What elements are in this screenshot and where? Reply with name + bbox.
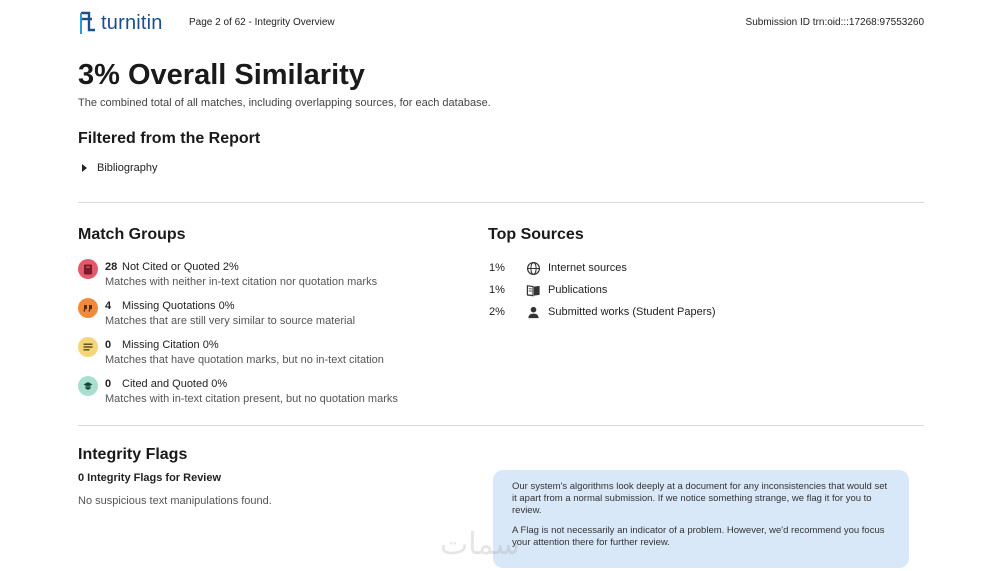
match-groups-title: Match Groups bbox=[78, 226, 186, 243]
logo-text: turnitin bbox=[101, 11, 163, 34]
match-label: Missing Citation 0% bbox=[122, 339, 219, 351]
globe-icon bbox=[526, 261, 541, 276]
top-source-internet bbox=[489, 261, 909, 277]
overall-similarity-title: 3% Overall Similarity bbox=[78, 59, 365, 91]
divider bbox=[78, 202, 924, 203]
filtered-title: Filtered from the Report bbox=[78, 130, 261, 147]
filtered-item-label: Bibliography bbox=[97, 162, 158, 174]
match-label: Missing Quotations 0% bbox=[122, 300, 235, 312]
flag-icon bbox=[78, 259, 98, 279]
source-percent: 1% bbox=[489, 284, 505, 296]
integrity-flags-none: No suspicious text manipulations found. bbox=[78, 495, 272, 507]
info-paragraph-2: A Flag is not necessarily an indicator of a problem. However, we'd recommend you focus your attention there for further review. bbox=[512, 525, 885, 548]
filtered-item-bibliography bbox=[82, 162, 158, 174]
integrity-flags-title: Integrity Flags bbox=[78, 446, 188, 463]
match-desc: Matches with in-text citation present, but no quotation marks bbox=[105, 393, 398, 405]
match-count: 0 bbox=[105, 378, 112, 390]
source-label: Publications bbox=[548, 284, 608, 296]
integrity-flags-count: 0 Integrity Flags for Review bbox=[78, 472, 222, 484]
match-group-missing-citation bbox=[78, 337, 478, 371]
turnitin-logo bbox=[78, 10, 163, 36]
match-desc: Matches with neither in-text citation nor quotation marks bbox=[105, 276, 378, 288]
top-sources-title: Top Sources bbox=[488, 226, 584, 243]
match-group-not-cited bbox=[78, 259, 478, 293]
source-label: Submitted works (Student Papers) bbox=[548, 306, 716, 318]
source-percent: 2% bbox=[489, 306, 505, 318]
submission-id: Submission ID trn:oid:::17268:97553260 bbox=[745, 17, 924, 28]
lines-icon bbox=[78, 337, 98, 357]
header bbox=[78, 8, 924, 38]
match-count: 0 bbox=[105, 339, 112, 351]
info-paragraph-1: Our system's algorithms look deeply at a document for any inconsistencies that would set it apart from a normal submission. If we notice something strange, we flag it for you to review. bbox=[512, 481, 888, 516]
match-label: Cited and Quoted 0% bbox=[122, 378, 228, 390]
source-percent: 1% bbox=[489, 262, 505, 274]
caret-right-icon bbox=[82, 164, 87, 172]
match-desc: Matches that have quotation marks, but no in-text citation bbox=[105, 354, 384, 366]
quote-icon bbox=[78, 298, 98, 318]
match-group-missing-quotations bbox=[78, 298, 478, 332]
book-icon bbox=[526, 283, 541, 298]
match-label: Not Cited or Quoted 2% bbox=[122, 261, 239, 273]
watermark: سمات bbox=[440, 527, 520, 562]
overall-similarity-subtitle: The combined total of all matches, including overlapping sources, for each database. bbox=[78, 97, 491, 109]
top-source-submitted-works bbox=[489, 305, 909, 321]
page-info: Page 2 of 62 - Integrity Overview bbox=[189, 17, 335, 28]
cap-icon bbox=[78, 376, 98, 396]
turnitin-logo-icon bbox=[78, 10, 98, 36]
divider bbox=[78, 425, 924, 426]
match-desc: Matches that are still very similar to source material bbox=[105, 315, 356, 327]
person-icon bbox=[526, 305, 541, 320]
top-source-publications bbox=[489, 283, 909, 299]
match-count: 28 bbox=[105, 261, 118, 273]
integrity-info-box bbox=[493, 470, 909, 568]
match-group-cited-and-quoted bbox=[78, 376, 478, 410]
source-label: Internet sources bbox=[548, 262, 627, 274]
match-count: 4 bbox=[105, 300, 112, 312]
